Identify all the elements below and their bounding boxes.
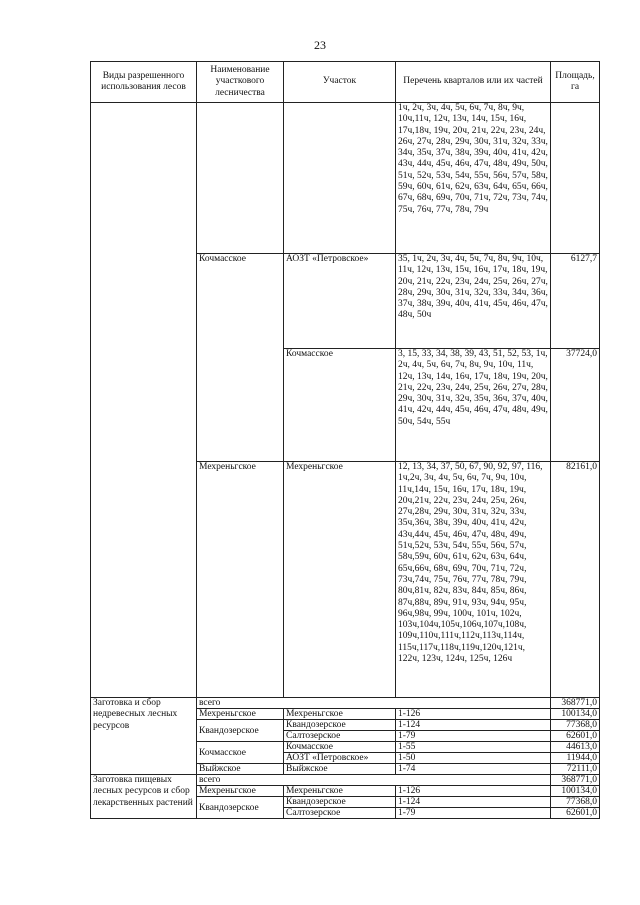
section-cell: Квандозерское [284,797,396,808]
area-cell: 62601,0 [551,731,600,742]
header-section: Участок [284,62,396,103]
area-cell: 62601,0 [551,808,600,819]
quarters-cell: 1-79 [396,731,551,742]
district-cell: Мехреньгское [197,786,284,797]
table-row [91,103,600,254]
quarters-cell: 3, 15, 33, 34, 38, 39, 43, 51, 52, 53, 1ч, 2ч, 4ч, 5ч, 6ч, 7ч, 8ч, 9ч, 10ч, 11ч, 12ч, 13ч, 14ч, 16ч, 17ч, 18ч, 19ч, 20ч, 21ч, 22ч, 23ч, 24ч, 25ч, 26ч, 27ч, 28ч, 29ч, 30ч, 31ч, 32ч, 35ч, 36ч, 37ч, 40ч, 41ч, 42ч, 44ч, 45ч, 46ч, 47ч, 48ч, 49ч, 50ч, 54ч, 55ч [396,349,551,462]
area-cell: 11944,0 [551,753,600,764]
section-cell: Мехреньгское [284,786,396,797]
use-type-cell [91,103,197,698]
quarters-cell: 1-79 [396,808,551,819]
header-district: Наименование участкового лесничества [197,62,284,103]
use-type-cell: Заготовка пищевых лесных ресурсов и сбор лекарственных растений [91,775,197,819]
quarters-cell: 1-126 [396,709,551,720]
quarters-cell: 1-124 [396,720,551,731]
area-cell: 77368,0 [551,720,600,731]
quarters-cell: 12, 13, 34, 37, 50, 67, 90, 92, 97, 116, 1ч,2ч, 3ч, 4ч, 5ч, 6ч, 7ч, 9ч, 10ч, 11ч,14ч, 15ч, 16ч, 17ч, 18ч, 19ч, 20ч,21ч, 22ч, 23ч, 24ч, 25ч, 26ч, 27ч,28ч, 29ч, 30ч, 31ч, 32ч, 33ч, 35ч,36ч, 38ч, 39ч, 40ч, 41ч, 42ч, 43ч,44ч, 45ч, 46ч, 47ч, 48ч, 49ч, 51ч,52ч, 53ч, 54ч, 55ч, 56ч, 57ч, 58ч,59ч, 60ч, 61ч, 62ч, 63ч, 64ч, 65ч,66ч, 68ч, 69ч, 70ч, 71ч, 72ч, 73ч,74ч, 75ч, 76ч, 77ч, 78ч, 79ч, 80ч,81ч, 82ч, 83ч, 84ч, 85ч, 86ч, 87ч,88ч, 89ч, 91ч, 93ч, 94ч, 95ч, 96ч,98ч, 99ч, 100ч, 101ч, 102ч, 103ч,104ч,105ч,106ч,107ч,108ч, 109ч,110ч,111ч,112ч,113ч,114ч, 115ч,117ч,118ч,119ч,120ч,121ч, 122ч, 123ч, 124ч, 125ч, 126ч [396,462,551,698]
section-cell: Выйжское [284,764,396,775]
total-area: 368771,0 [551,775,600,786]
header-area: Площадь, га [551,62,600,103]
district-cell: Кочмасское [197,254,284,462]
header-quarters: Перечень кварталов или их частей [396,62,551,103]
quarters-cell: 1ч, 2ч, 3ч, 4ч, 5ч, 6ч, 7ч, 8ч, 9ч, 10ч,11ч, 12ч, 13ч, 14ч, 15ч, 16ч, 17ч,18ч, 19ч, 20ч, 21ч, 22ч, 23ч, 24ч, 26ч, 27ч, 28ч, 29ч, 30ч, 31ч, 32ч, 33ч, 34ч, 35ч, 37ч, 38ч, 39ч, 40ч, 41ч, 42ч, 43ч, 44ч, 45ч, 46ч, 47ч, 48ч, 49ч, 50ч, 51ч, 52ч, 53ч, 54ч, 55ч, 56ч, 57ч, 58ч, 59ч, 60ч, 61ч, 62ч, 63ч, 64ч, 65ч, 66ч, 67ч, 68ч, 69ч, 70ч, 71ч, 72ч, 73ч, 74ч, 75ч, 76ч, 77ч, 78ч, 79ч [396,103,551,254]
area-cell: 100134,0 [551,786,600,797]
total-area: 368771,0 [551,698,600,709]
district-cell: Выйжское [197,764,284,775]
area-cell: 72111,0 [551,764,600,775]
district-cell [197,103,284,254]
total-label: всего [197,698,551,709]
area-cell: 77368,0 [551,797,600,808]
district-cell: Квандозерское [197,797,284,819]
area-cell: 6127,7 [551,254,600,349]
area-cell: 44613,0 [551,742,600,753]
quarters-cell: 1-126 [396,786,551,797]
section-cell: Мехреньгское [284,709,396,720]
forest-use-table [90,61,600,819]
quarters-cell: 1-55 [396,742,551,753]
district-cell: Мехреньгское [197,709,284,720]
area-cell: 82161,0 [551,462,600,698]
quarters-cell: 1-124 [396,797,551,808]
area-cell: 37724,0 [551,349,600,462]
area-cell [551,103,600,254]
quarters-cell: 1-50 [396,753,551,764]
area-cell: 100134,0 [551,709,600,720]
section-cell: АОЗТ «Петровское» [284,254,396,349]
section-cell: Кочмасское [284,349,396,462]
header-row [91,62,600,103]
section-cell: Кочмасское [284,742,396,753]
district-cell: Мехреньгское [197,462,284,698]
use-type-cell: Заготовка и сбор недревесных лесных ресурсов [91,698,197,775]
table-row [91,775,600,786]
quarters-cell: 1-74 [396,764,551,775]
section-cell [284,103,396,254]
page-number: 23 [314,38,326,52]
section-cell: Квандозерское [284,720,396,731]
quarters-cell: 35, 1ч, 2ч, 3ч, 4ч, 5ч, 7ч, 8ч, 9ч, 10ч, 11ч, 12ч, 13ч, 15ч, 16ч, 17ч, 18ч, 19ч, 20ч, 21ч, 22ч, 23ч, 24ч, 25ч, 26ч, 27ч, 28ч, 29ч, 30ч, 31ч, 32ч, 33ч, 34ч, 36ч, 37ч, 38ч, 39ч, 40ч, 41ч, 45ч, 46ч, 47ч, 48ч, 50ч [396,254,551,349]
table-row [91,698,600,709]
total-label: всего [197,775,551,786]
district-cell: Квандозерское [197,720,284,742]
header-use-type: Виды разрешенного использования лесов [91,62,197,103]
section-cell: Мехреньгское [284,462,396,698]
section-cell: АОЗТ «Петровское» [284,753,396,764]
section-cell: Салтозерское [284,808,396,819]
section-cell: Салтозерское [284,731,396,742]
district-cell: Кочмасское [197,742,284,764]
